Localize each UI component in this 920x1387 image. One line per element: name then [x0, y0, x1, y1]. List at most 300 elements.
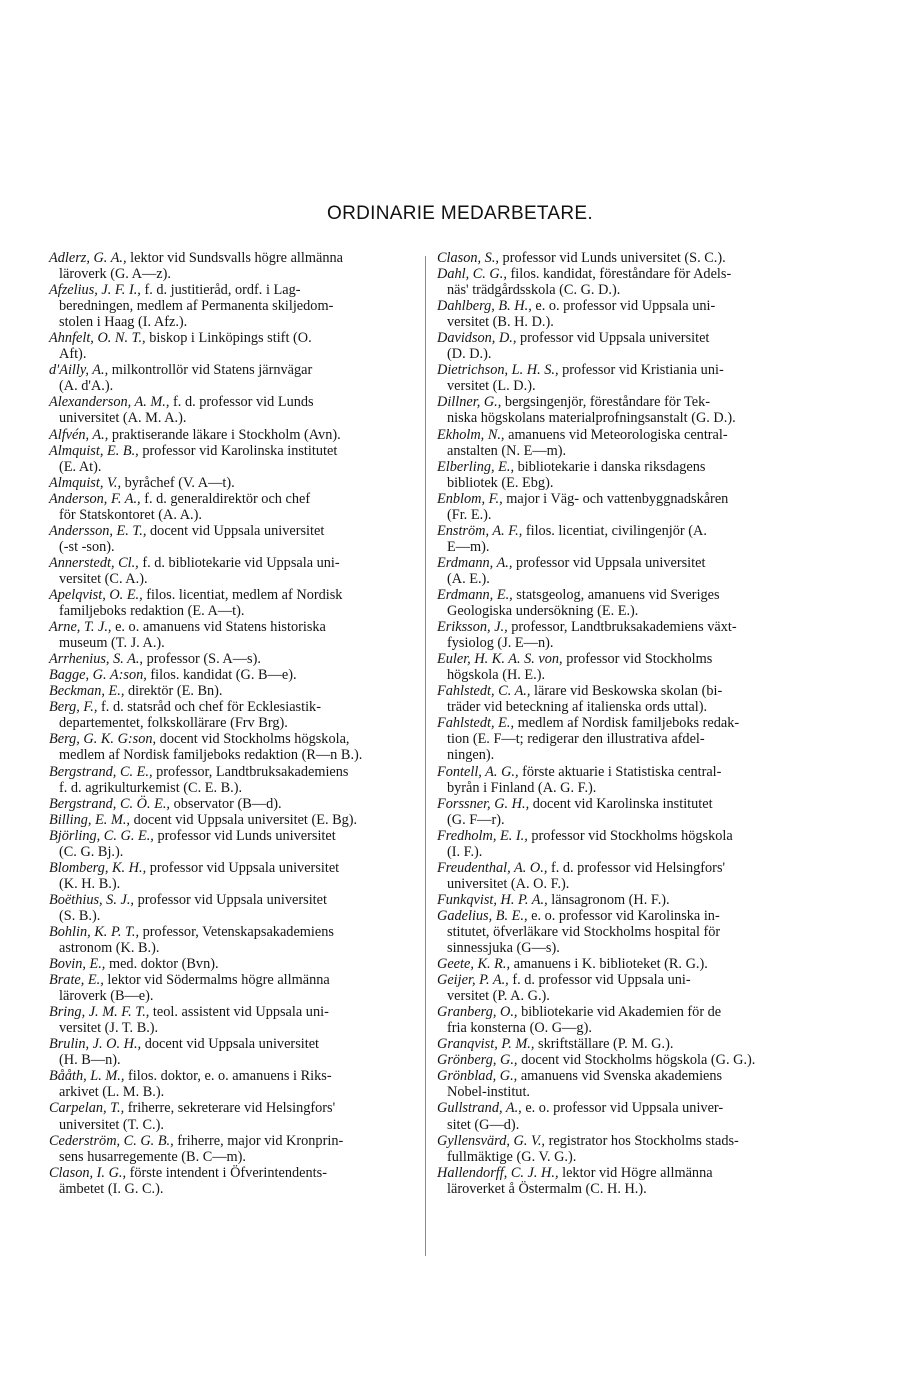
contributor-description: niska högskolans materialprofningsanstalt (G. D.). [447, 410, 736, 427]
entry-first-line [437, 459, 803, 475]
entry-continuation-line [49, 908, 415, 924]
contributor-description: docent vid Uppsala universitet (E. Bg). [133, 811, 358, 828]
entry-first-line [437, 491, 803, 507]
contributor-description: bibliotekarie vid Akademien för de [521, 1004, 722, 1021]
contributor-entry [49, 330, 415, 362]
contributor-entry [437, 619, 803, 651]
contributor-description: professor vid Stockholms [566, 651, 713, 668]
entry-first-line [437, 828, 803, 844]
contributor-entry [437, 1036, 803, 1052]
contributor-entry [49, 892, 415, 924]
contributor-name: Grönblad, G., [437, 1068, 518, 1085]
contributor-name: Dillner, G., [437, 394, 502, 411]
contributor-entry [49, 651, 415, 667]
entry-first-line [437, 651, 803, 667]
contributor-description: med. doktor (Bvn). [108, 956, 219, 973]
entry-first-line [437, 1165, 803, 1181]
entry-continuation-line [437, 539, 803, 555]
contributor-name: Bagge, G. A:son, [49, 667, 147, 684]
contributor-description: amanuens vid Svenska akademiens [520, 1068, 723, 1085]
entry-continuation-line [437, 667, 803, 683]
contributor-description: friherre, major vid Kronprin- [177, 1132, 344, 1149]
entry-first-line [49, 491, 415, 507]
contributor-description: professor, Vetenskapsakademiens [142, 923, 334, 940]
contributor-name: Billing, E. M., [49, 811, 131, 828]
contributor-description: filos. kandidat, föreståndare för Adels- [510, 266, 732, 283]
contributor-description: (-st -son). [59, 538, 115, 555]
contributor-name: Euler, H. K. A. S. von, [437, 651, 563, 668]
contributor-entry [49, 619, 415, 651]
contributor-description: departementet, folkskollärare (Frv Brg). [59, 715, 288, 732]
entry-first-line [49, 956, 415, 972]
contributor-description: arkivet (L. M. B.). [59, 1084, 165, 1101]
contributor-entry [49, 1036, 415, 1068]
contributor-description: (S. B.). [59, 907, 101, 924]
contributor-description: bibliotekarie i danska riksdagens [517, 458, 706, 475]
contributor-entry [49, 394, 415, 426]
contributor-name: Davidson, D., [437, 330, 517, 347]
contributor-description: (E. At). [59, 458, 102, 475]
contributor-description: (D. D.). [447, 346, 492, 363]
entry-continuation-line [49, 459, 415, 475]
entry-continuation-line [49, 747, 415, 763]
contributor-description: sinnessjuka (G—s). [447, 940, 560, 957]
contributor-description: observator (B—d). [173, 795, 282, 812]
entry-continuation-line [437, 1149, 803, 1165]
contributor-description: byråchef (V. A—t). [124, 474, 235, 491]
contributor-description: läroverk (B—e). [59, 988, 154, 1005]
entry-continuation-line [437, 812, 803, 828]
contributor-description: major i Väg- och vattenbyggnadskåren [506, 490, 729, 507]
contributor-name: Enström, A. F., [437, 522, 523, 539]
contributor-entry [437, 1100, 803, 1132]
contributor-entry [49, 972, 415, 1004]
entry-continuation-line [49, 346, 415, 362]
contributor-name: Hallendorff, C. J. H., [437, 1164, 559, 1181]
contributor-description: professor vid Uppsala universitet [137, 891, 327, 908]
contributor-name: Eriksson, J., [437, 619, 508, 636]
entry-first-line [437, 796, 803, 812]
entry-first-line [437, 764, 803, 780]
contributor-name: Dahl, C. G., [437, 266, 507, 283]
contributor-name: Almquist, V., [49, 474, 122, 491]
contributor-entry [49, 1004, 415, 1036]
contributor-name: Alfvén, A., [49, 426, 109, 443]
contributor-entry [49, 555, 415, 587]
contributor-description: f. d. agrikulturkemist (C. E. B.). [59, 779, 243, 796]
contributor-entry [437, 764, 803, 796]
entry-first-line [49, 587, 415, 603]
contributor-name: Clason, I. G., [49, 1164, 127, 1181]
contributor-description: tion (E. F—t; redigerar den illustrativa afdel- [447, 731, 705, 748]
contributor-name: d'Ailly, A., [49, 362, 109, 379]
contributor-description: professor vid Kristiania uni- [562, 362, 724, 379]
contributor-name: Fahlstedt, C. A., [437, 683, 531, 700]
entry-first-line [437, 860, 803, 876]
contributor-entry [437, 796, 803, 828]
contributor-entry [437, 250, 803, 266]
entry-first-line [49, 427, 415, 443]
contributor-name: Fontell, A. G., [437, 763, 519, 780]
contributor-description: versitet (L. D.). [447, 378, 536, 395]
contributor-name: Fredholm, E. I., [437, 827, 528, 844]
contributor-description: lektor vid Sundsvalls högre allmänna [130, 250, 343, 266]
contributor-description: professor vid Lunds universitet (S. C.). [502, 250, 726, 266]
entry-continuation-line [437, 844, 803, 860]
contributor-description: amanuens i K. biblioteket (R. G.). [513, 956, 708, 973]
entry-first-line [49, 828, 415, 844]
contributor-description: professor, Landtbruksakademiens växt- [511, 619, 737, 636]
contributor-entry [49, 362, 415, 394]
contributor-entry [437, 1004, 803, 1036]
contributor-name: Gyllensvärd, G. V., [437, 1132, 546, 1149]
contributor-description: förste aktuarie i Statistiska central- [522, 763, 722, 780]
entry-first-line [49, 362, 415, 378]
contributor-name: Annerstedt, Cl., [49, 554, 139, 571]
contributor-entry [437, 972, 803, 1004]
contributor-entry [49, 587, 415, 619]
entry-first-line [437, 266, 803, 282]
contributor-description: f. d. professor vid Uppsala uni- [512, 972, 691, 989]
entry-continuation-line [437, 346, 803, 362]
entry-continuation-line [437, 475, 803, 491]
entry-first-line [437, 330, 803, 346]
contributor-entry [437, 523, 803, 555]
contributor-description: bibliotek (E. Ebg). [447, 474, 554, 491]
contributor-description: docent vid Karolinska institutet [532, 795, 713, 812]
contributor-description: Nobel-institut. [447, 1084, 530, 1101]
contributor-description: filos. kandidat (G. B—e). [150, 667, 297, 684]
contributor-description: registrator hos Stockholms stads- [548, 1132, 739, 1149]
contributor-entry [49, 1100, 415, 1132]
contributor-description: versitet (J. T. B.). [59, 1020, 159, 1037]
left-column [49, 250, 415, 1197]
entry-continuation-line [49, 635, 415, 651]
contributor-description: (C. G. Bj.). [59, 843, 124, 860]
entry-continuation-line [49, 410, 415, 426]
contributor-description: (I. F.). [447, 843, 483, 860]
contributor-entry [437, 587, 803, 619]
entry-continuation-line [437, 1117, 803, 1133]
contributor-description: professor vid Uppsala universitet [149, 859, 340, 876]
entry-continuation-line [49, 780, 415, 796]
contributor-entry [437, 908, 803, 956]
contributor-entry [49, 1165, 415, 1197]
entry-first-line [49, 924, 415, 940]
entry-continuation-line [437, 282, 803, 298]
contributor-description: länsagronom (H. F.). [551, 891, 670, 908]
contributor-description: universitet (T. C.). [59, 1116, 164, 1133]
entry-continuation-line [437, 699, 803, 715]
contributor-description: professor vid Uppsala universitet [520, 330, 710, 347]
contributor-name: Dahlberg, B. H., [437, 298, 532, 315]
contributor-description: (K. H. B.). [59, 875, 121, 892]
entry-continuation-line [49, 378, 415, 394]
contributor-entry [49, 523, 415, 555]
entry-first-line [437, 523, 803, 539]
entry-first-line [49, 282, 415, 298]
contributor-description: byrån i Finland (A. G. F.). [447, 779, 597, 796]
contributor-description: versitet (B. H. D.). [447, 314, 554, 331]
contributor-description: filos. doktor, e. o. amanuens i Riks- [128, 1068, 332, 1085]
entry-first-line [49, 523, 415, 539]
contributor-description: f. d. justitieråd, ordf. i Lag- [144, 282, 301, 299]
entry-first-line [437, 250, 803, 266]
entry-continuation-line [437, 876, 803, 892]
contributor-entry [437, 330, 803, 362]
entry-first-line [437, 892, 803, 908]
contributor-name: Ahnfelt, O. N. T., [49, 330, 146, 347]
entry-first-line [437, 619, 803, 635]
contributor-description: versitet (P. A. G.). [447, 988, 550, 1005]
contributor-entry [437, 427, 803, 459]
contributor-name: Geijer, P. A., [437, 972, 509, 989]
contributor-name: Brulin, J. O. H., [49, 1036, 142, 1053]
contributor-name: Cederström, C. G. B., [49, 1132, 174, 1149]
contributor-description: högskola (H. E.). [447, 667, 546, 684]
contributor-description: lektor vid Södermalms högre allmänna [107, 972, 330, 989]
entry-first-line [49, 860, 415, 876]
contributor-entry [49, 443, 415, 475]
entry-first-line [49, 330, 415, 346]
entry-continuation-line [437, 940, 803, 956]
contributor-description: ämbetet (I. G. C.). [59, 1180, 164, 1197]
contributor-name: Funkqvist, H. P. A., [437, 891, 548, 908]
contributor-name: Carpelan, T., [49, 1100, 125, 1117]
contributor-entry [437, 683, 803, 715]
contributor-entry [437, 956, 803, 972]
contributor-name: Bergstrand, C. E., [49, 763, 153, 780]
entry-continuation-line [49, 266, 415, 282]
contributor-name: Elberling, E., [437, 458, 515, 475]
contributor-name: Bååth, L. M., [49, 1068, 125, 1085]
entry-continuation-line [49, 988, 415, 1004]
contributor-description: (H. B—n). [59, 1052, 121, 1069]
entry-continuation-line [49, 539, 415, 555]
contributor-entry [49, 667, 415, 683]
contributor-name: Björling, C. G. E., [49, 827, 154, 844]
entry-first-line [49, 1036, 415, 1052]
entry-continuation-line [437, 410, 803, 426]
contributor-name: Anderson, F. A., [49, 490, 141, 507]
contributor-entry [49, 250, 415, 282]
contributor-description: medlem af Nordisk familjeboks redak- [517, 715, 740, 732]
contributor-description: museum (T. J. A.). [59, 635, 165, 652]
contributor-description: näs' trädgårdsskola (C. G. D.). [447, 282, 621, 299]
entry-first-line [437, 956, 803, 972]
entry-first-line [437, 427, 803, 443]
entry-continuation-line [49, 1117, 415, 1133]
contributor-entry [49, 282, 415, 330]
contributor-name: Granberg, O., [437, 1004, 518, 1021]
contributor-entry [49, 427, 415, 443]
contributor-description: filos. licentiat, civilingenjör (A. [525, 522, 707, 539]
entry-first-line [49, 1100, 415, 1116]
contributor-name: Adlerz, G. A., [49, 250, 127, 266]
entry-continuation-line [437, 378, 803, 394]
entry-first-line [49, 250, 415, 266]
entry-first-line [49, 619, 415, 635]
contributor-description: f. d. generaldirektör och chef [144, 490, 311, 507]
entry-continuation-line [437, 1020, 803, 1036]
entry-first-line [49, 764, 415, 780]
contributor-entry [49, 731, 415, 763]
contributor-description: stitutet, öfverläkare vid Stockholms hospital för [447, 923, 721, 940]
contributor-description: amanuens vid Meteorologiska central- [508, 426, 728, 443]
contributor-description: versitet (C. A.). [59, 570, 148, 587]
entry-continuation-line [49, 1084, 415, 1100]
right-column [437, 250, 803, 1197]
contributor-name: Afzelius, J. F. I., [49, 282, 141, 299]
contributor-name: Gadelius, B. E., [437, 907, 528, 924]
contributor-entry [49, 812, 415, 828]
entry-first-line [49, 1133, 415, 1149]
contributor-entry [437, 651, 803, 683]
entry-first-line [437, 1068, 803, 1084]
entry-first-line [49, 443, 415, 459]
contributor-description: (A. d'A.). [59, 378, 114, 395]
entry-first-line [437, 683, 803, 699]
entry-first-line [49, 555, 415, 571]
entry-first-line [437, 555, 803, 571]
contributor-description: praktiserande läkare i Stockholm (Avn). [111, 426, 341, 443]
contributor-description: docent vid Uppsala universitet [150, 522, 325, 539]
entry-continuation-line [49, 1052, 415, 1068]
entry-first-line [437, 908, 803, 924]
contributor-entry [437, 1068, 803, 1100]
contributor-description: lärare vid Beskowska skolan (bi- [534, 683, 723, 700]
contributor-description: träder vid beteckning af italienska ords uttal). [447, 699, 708, 716]
entry-first-line [437, 1133, 803, 1149]
entry-first-line [49, 1068, 415, 1084]
entry-continuation-line [49, 715, 415, 731]
contributor-name: Erdmann, E., [437, 586, 513, 603]
entry-continuation-line [437, 747, 803, 763]
contributor-description: läroverket å Östermalm (C. H. H.). [447, 1180, 647, 1197]
contributor-entry [49, 475, 415, 491]
entry-continuation-line [437, 780, 803, 796]
contributor-description: direktör (E. Bn). [128, 683, 223, 700]
contributor-description: f. d. professor vid Lunds [173, 394, 314, 411]
contributor-description: professor vid Stockholms högskola [531, 827, 733, 844]
contributor-name: Bring, J. M. F. T., [49, 1004, 150, 1021]
contributor-name: Beckman, E., [49, 683, 125, 700]
contributor-description: professor vid Lunds universitet [157, 827, 336, 844]
entry-continuation-line [49, 844, 415, 860]
contributor-name: Geete, K. R., [437, 956, 511, 973]
entry-first-line [49, 651, 415, 667]
entry-continuation-line [49, 298, 415, 314]
contributor-name: Clason, S., [437, 250, 499, 266]
entry-continuation-line [49, 507, 415, 523]
entry-continuation-line [437, 924, 803, 940]
contributor-description: sitet (G—d). [447, 1116, 520, 1133]
contributor-name: Dietrichson, L. H. S., [437, 362, 559, 379]
contributor-description: filos. licentiat, medlem af Nordisk [146, 586, 343, 603]
contributor-description: f. d. professor vid Helsingfors' [550, 859, 726, 876]
contributor-description: E—m). [447, 538, 490, 555]
contributor-description: friherre, sekreterare vid Helsingfors' [127, 1100, 336, 1117]
contributor-description: professor vid Karolinska institutet [142, 442, 338, 459]
contributor-name: Arne, T. J., [49, 619, 112, 636]
contributor-name: Almquist, E. B., [49, 442, 139, 459]
entry-first-line [437, 1100, 803, 1116]
contributor-name: Granqvist, P. M., [437, 1036, 535, 1053]
contributor-description: bergsingenjör, föreståndare för Tek- [504, 394, 711, 411]
contributor-name: Erdmann, A., [437, 554, 513, 571]
contributor-entry [49, 764, 415, 796]
contributor-name: Berg, G. K. G:son, [49, 731, 157, 748]
contributor-description: astronom (K. B.). [59, 940, 160, 957]
contributor-entry [49, 924, 415, 956]
entry-first-line [437, 715, 803, 731]
contributor-entry [437, 266, 803, 298]
entry-first-line [49, 892, 415, 908]
contributor-description: (A. E.). [447, 570, 490, 587]
contributor-entry [49, 1068, 415, 1100]
entry-continuation-line [49, 940, 415, 956]
contributor-description: universitet (A. O. F.). [447, 875, 570, 892]
contributor-description: docent vid Stockholms högskola, [159, 731, 350, 748]
contributor-entry [437, 892, 803, 908]
contributor-name: Bohlin, K. P. T., [49, 923, 140, 940]
contributor-description: statsgeolog, amanuens vid Sveriges [516, 586, 720, 603]
column-divider [425, 256, 426, 1256]
entry-continuation-line [437, 635, 803, 651]
entry-first-line [49, 699, 415, 715]
contributor-name: Alexanderson, A. M., [49, 394, 170, 411]
contributor-description: f. d. bibliotekarie vid Uppsala uni- [142, 554, 340, 571]
contributor-entry [437, 459, 803, 491]
contributor-name: Andersson, E. T., [49, 522, 147, 539]
contributor-entry [437, 298, 803, 330]
contributor-name: Arrhenius, S. A., [49, 651, 143, 668]
contributor-entry [49, 491, 415, 523]
contributor-description: e. o. professor vid Uppsala uni- [535, 298, 716, 315]
contributor-name: Bergstrand, C. Ö. E., [49, 795, 170, 812]
entry-first-line [437, 1036, 803, 1052]
contributor-description: medlem af Nordisk familjeboks redaktion (R—n B.). [59, 747, 363, 764]
entry-continuation-line [437, 603, 803, 619]
contributor-description: beredningen, medlem af Permanenta skiljedom- [59, 298, 334, 315]
contributor-entry [49, 956, 415, 972]
entry-first-line [437, 298, 803, 314]
contributor-name: Blomberg, K. H., [49, 859, 147, 876]
entry-first-line [49, 796, 415, 812]
contributor-entry [437, 362, 803, 394]
contributor-entry [437, 715, 803, 763]
contributor-description: professor vid Uppsala universitet [516, 554, 706, 571]
contributor-entry [49, 683, 415, 699]
contributor-name: Enblom, F., [437, 490, 503, 507]
entry-continuation-line [49, 876, 415, 892]
entry-continuation-line [49, 1149, 415, 1165]
contributor-entry [437, 1165, 803, 1197]
entry-first-line [49, 1004, 415, 1020]
contributor-description: Geologiska undersökning (E. E.). [447, 603, 639, 620]
page-title: ORDINARIE MEDARBETARE. [327, 203, 593, 224]
contributor-entry [49, 1133, 415, 1165]
contributor-description: f. d. statsråd och chef för Ecklesiastik- [101, 699, 321, 716]
contributor-description: fullmäktige (G. V. G.). [447, 1148, 577, 1165]
entry-continuation-line [49, 603, 415, 619]
contributor-description: e. o. amanuens vid Statens historiska [115, 619, 326, 636]
entry-continuation-line [437, 507, 803, 523]
contributor-entry [437, 394, 803, 426]
contributor-description: familjeboks redaktion (E. A—t). [59, 603, 245, 620]
contributor-description: milkontrollör vid Statens järnvägar [111, 362, 313, 379]
contributor-description: professor (S. A—s). [146, 651, 261, 668]
